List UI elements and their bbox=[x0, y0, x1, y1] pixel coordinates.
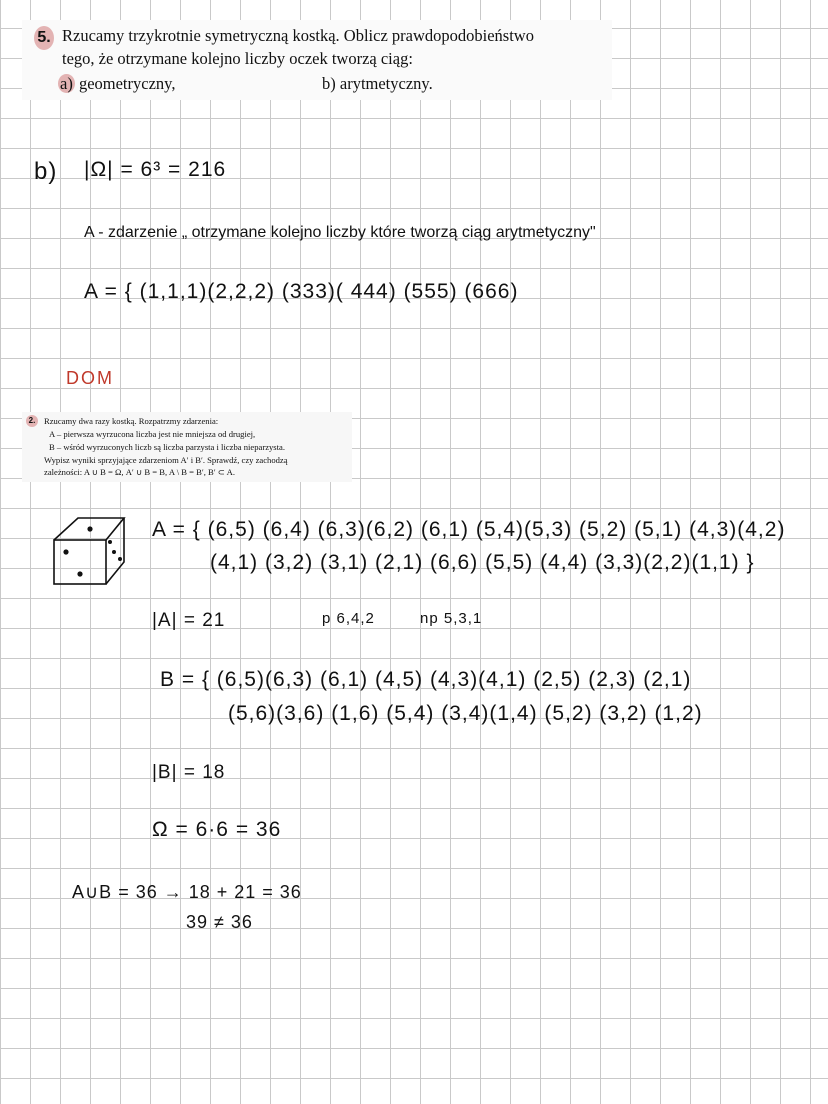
option-a-text: geometryczny, bbox=[78, 74, 176, 93]
set-b-line2: (5,6)(3,6) (1,6) (5,4) (3,4)(1,4) (5,2) (3,2) (1,2) bbox=[228, 702, 703, 725]
set-a-line1: A = { (6,5) (6,4) (6,3)(6,2) (6,1) (5,4)(5,3) (5,2) (5,1) (4,3)(4,2) bbox=[152, 518, 786, 541]
event-set: A = { (1,1,1)(2,2,2) (333)( 444) (555) (666) bbox=[84, 280, 519, 303]
task2-line: A – pierwsza wyrzucona liczba jest nie mniejsza od drugiej, bbox=[49, 429, 256, 439]
solution-b-label: b) bbox=[34, 158, 58, 185]
set-a-count: |A| = 21 bbox=[152, 610, 226, 631]
homework-label: DOM bbox=[66, 368, 114, 388]
odd-note: np 5,3,1 bbox=[420, 610, 483, 627]
union-result: 39 ≠ 36 bbox=[186, 912, 253, 932]
task5-line2: tego, że otrzymane kolejno liczby oczek tworzą ciąg: bbox=[62, 49, 413, 68]
task5-line1: Rzucamy trzykrotnie symetryczną kostką. Oblicz prawdopodobieństwo bbox=[62, 26, 534, 45]
task2-line: B – wśród wyrzuconych liczb są liczba parzysta i liczba nieparzysta. bbox=[49, 442, 285, 452]
task2-number: 2. bbox=[26, 415, 38, 427]
set-b-line1: B = { (6,5)(6,3) (6,1) (4,5) (4,3)(4,1) (2,5) (2,3) (2,1) bbox=[160, 668, 692, 691]
dice-drawing-icon bbox=[50, 512, 130, 588]
union-check: A∪B = 36 → 18 + 21 = 36 bbox=[72, 882, 302, 902]
option-a-marker: a) bbox=[60, 74, 73, 93]
even-note: p 6,4,2 bbox=[322, 610, 375, 627]
task5-option-b: b) arytmetyczny. bbox=[322, 74, 433, 93]
set-a-line2: (4,1) (3,2) (3,1) (2,1) (6,6) (5,5) (4,4) (3,3)(2,2)(1,1) } bbox=[210, 551, 755, 574]
task5-number: 5. bbox=[34, 26, 54, 50]
set-b-count: |B| = 18 bbox=[152, 762, 226, 783]
task2-line: Wypisz wyniki sprzyjające zdarzeniom A′ i B′. Sprawdź, czy zachodzą bbox=[44, 455, 288, 465]
event-definition: A - zdarzenie „ otrzymane kolejno liczby które tworzą ciąg arytmetyczny" bbox=[84, 224, 596, 241]
task2-line: Rzucamy dwa razy kostką. Rozpatrzmy zdarzenia: bbox=[44, 416, 219, 426]
task2-line: zależności: A ∪ B = Ω, A′ ∪ B = B, A \ B = B′, B′ ⊂ A. bbox=[44, 467, 236, 477]
task5-option-a bbox=[58, 74, 175, 94]
omega-count: |Ω| = 6³ = 216 bbox=[84, 158, 227, 181]
omega-product: Ω = 6·6 = 36 bbox=[152, 818, 282, 841]
